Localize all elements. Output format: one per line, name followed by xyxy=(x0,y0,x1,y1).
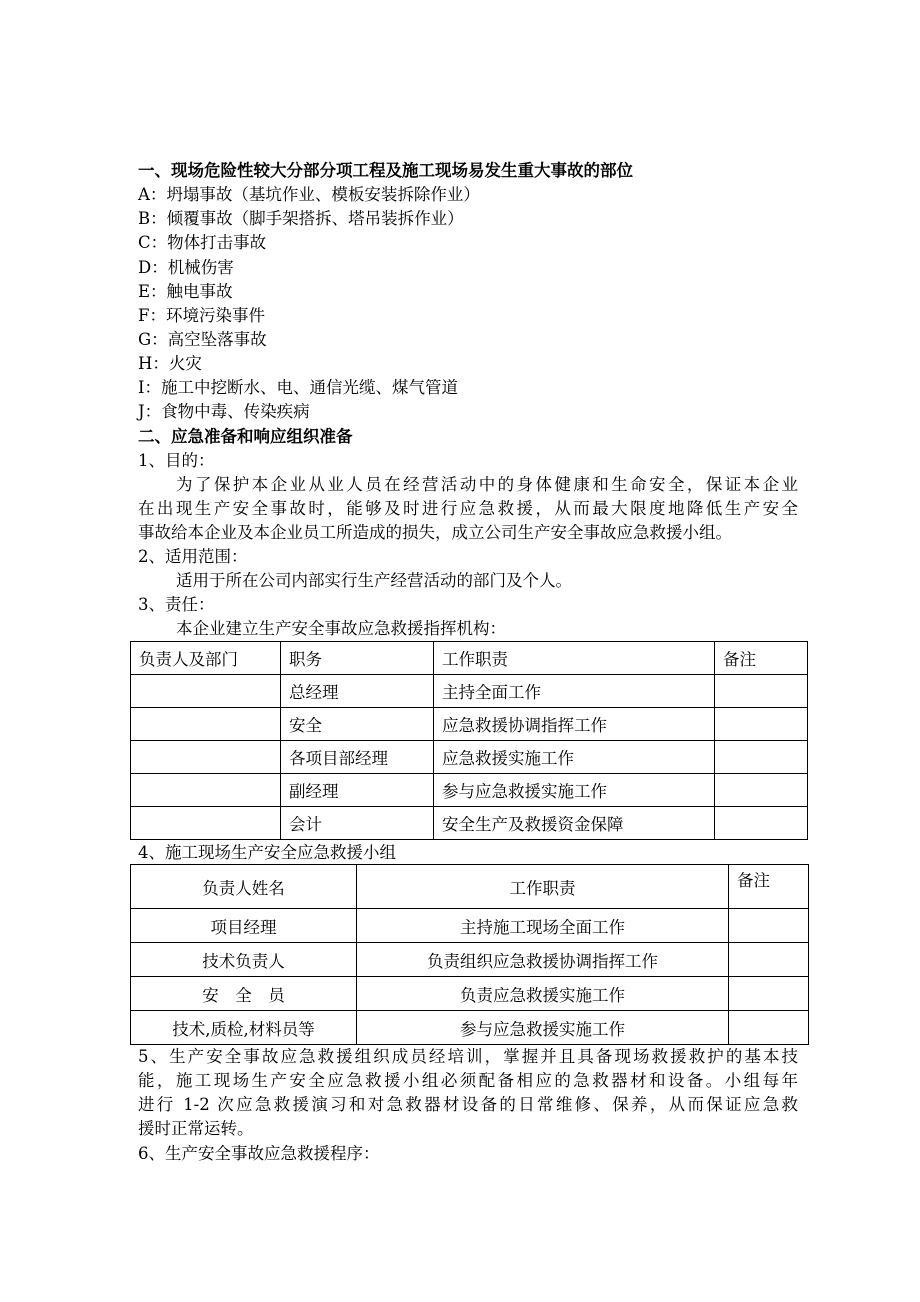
table-cell: 副经理 xyxy=(281,774,434,807)
training-line: 援时正常运转。 xyxy=(138,1119,254,1138)
table-header-row xyxy=(131,642,808,675)
command-structure-table xyxy=(130,641,808,840)
table-cell xyxy=(715,708,808,741)
purpose-line: 为了保护本企业从业人员在经营活动中的身体健康和生命安全，保证本企业 xyxy=(176,475,798,494)
table-cell: 安全生产及救援资金保障 xyxy=(434,807,715,840)
table-cell xyxy=(715,774,808,807)
table-row xyxy=(131,741,808,774)
table-row xyxy=(131,943,809,977)
header-cell: 工作职责 xyxy=(434,642,715,675)
table-row xyxy=(131,708,808,741)
table-row xyxy=(131,977,809,1011)
table-row xyxy=(131,675,808,708)
training-paragraph xyxy=(138,1045,798,1141)
hazard-item-b: B：倾覆事故（脚手架搭拆、塔吊装拆作业） xyxy=(138,209,464,228)
training-line: 能，施工现场生产安全应急救援小组必须配备相应的急救器材和设备。小组每年 xyxy=(138,1071,798,1090)
table-cell: 安全 xyxy=(281,708,434,741)
purpose-line: 在出现生产安全事故时，能够及时进行应急救援，从而最大限度地降低生产安全 xyxy=(138,499,798,518)
table-cell xyxy=(131,741,281,774)
hazard-item-e: E：触电事故 xyxy=(138,282,233,301)
procedure-label: 6、生产安全事故应急救援程序： xyxy=(138,1144,380,1163)
rescue-group-table xyxy=(130,864,809,1045)
training-line: 进行 1-2 次应急救援演习和对急救器材设备的日常维修、保养，从而保证应急救 xyxy=(138,1095,798,1114)
table-row xyxy=(131,774,808,807)
table-cell xyxy=(729,1011,809,1045)
table-cell xyxy=(715,807,808,840)
table-cell: 应急救援实施工作 xyxy=(434,741,715,774)
hazard-item-f: F：环境污染事件 xyxy=(138,306,265,325)
table-cell: 项目经理 xyxy=(131,909,357,943)
table-row xyxy=(131,807,808,840)
duty-label: 3、责任： xyxy=(138,595,215,614)
header-cell: 工作职责 xyxy=(357,865,729,909)
header-cell: 职务 xyxy=(281,642,434,675)
hazard-item-g: G：高空坠落事故 xyxy=(138,330,267,349)
table-cell: 总经理 xyxy=(281,675,434,708)
table-cell: 应急救援协调指挥工作 xyxy=(434,708,715,741)
scope-text: 适用于所在公司内部实行生产经营活动的部门及个人。 xyxy=(176,571,572,590)
hazard-item-i: I：施工中挖断水、电、通信光缆、煤气管道 xyxy=(138,378,459,397)
table-cell: 负责应急救援实施工作 xyxy=(357,977,729,1011)
table-cell xyxy=(729,943,809,977)
table-cell: 技术负责人 xyxy=(131,943,357,977)
section1-title: 一、现场危险性较大分部分项工程及施工现场易发生重大事故的部位 xyxy=(138,161,633,180)
purpose-line: 事故给本企业及本企业员工所造成的损失，成立公司生产安全事故应急救援小组。 xyxy=(138,523,732,542)
table-cell: 会计 xyxy=(281,807,434,840)
table-cell: 主持全面工作 xyxy=(434,675,715,708)
header-cell: 负责人姓名 xyxy=(131,865,357,909)
table-cell xyxy=(729,909,809,943)
header-cell: 负责人及部门 xyxy=(131,642,281,675)
hazard-item-c: C：物体打击事故 xyxy=(138,233,267,252)
purpose-paragraph xyxy=(138,473,798,545)
table-cell: 参与应急救援实施工作 xyxy=(434,774,715,807)
purpose-label: 1、目的： xyxy=(138,451,215,470)
hazard-item-a: A：坍塌事故（基坑作业、模板安装拆除作业） xyxy=(138,185,480,204)
hazard-item-h: H：火灾 xyxy=(138,354,202,373)
table-cell: 安 全 员 xyxy=(131,977,357,1011)
table-cell: 主持施工现场全面工作 xyxy=(357,909,729,943)
group-label: 4、施工现场生产安全应急救援小组 xyxy=(138,843,396,862)
section2-title: 二、应急准备和响应组织准备 xyxy=(138,427,353,446)
table-cell xyxy=(131,708,281,741)
table-cell xyxy=(729,977,809,1011)
table-cell: 技术,质检,材料员等 xyxy=(131,1011,357,1045)
table-cell xyxy=(131,807,281,840)
table-header-row xyxy=(131,865,809,909)
training-line: 5、生产安全事故应急救援组织成员经培训，掌握并且具备现场救援救护的基本技 xyxy=(138,1047,798,1066)
table-row xyxy=(131,1011,809,1045)
hazard-item-j: J：食物中毒、传染疾病 xyxy=(138,402,310,421)
table-cell xyxy=(715,741,808,774)
duty-text: 本企业建立生产安全事故应急救援指挥机构： xyxy=(176,619,506,638)
table-cell xyxy=(131,774,281,807)
table-cell xyxy=(131,675,281,708)
table-cell xyxy=(715,675,808,708)
scope-label: 2、适用范围： xyxy=(138,547,248,566)
table-row xyxy=(131,909,809,943)
table-cell: 负责组织应急救援协调指挥工作 xyxy=(357,943,729,977)
table-cell: 各项目部经理 xyxy=(281,741,434,774)
table-cell: 参与应急救援实施工作 xyxy=(357,1011,729,1045)
hazard-item-d: D：机械伤害 xyxy=(138,258,234,277)
header-cell: 备注 xyxy=(729,865,809,909)
header-cell: 备注 xyxy=(715,642,808,675)
